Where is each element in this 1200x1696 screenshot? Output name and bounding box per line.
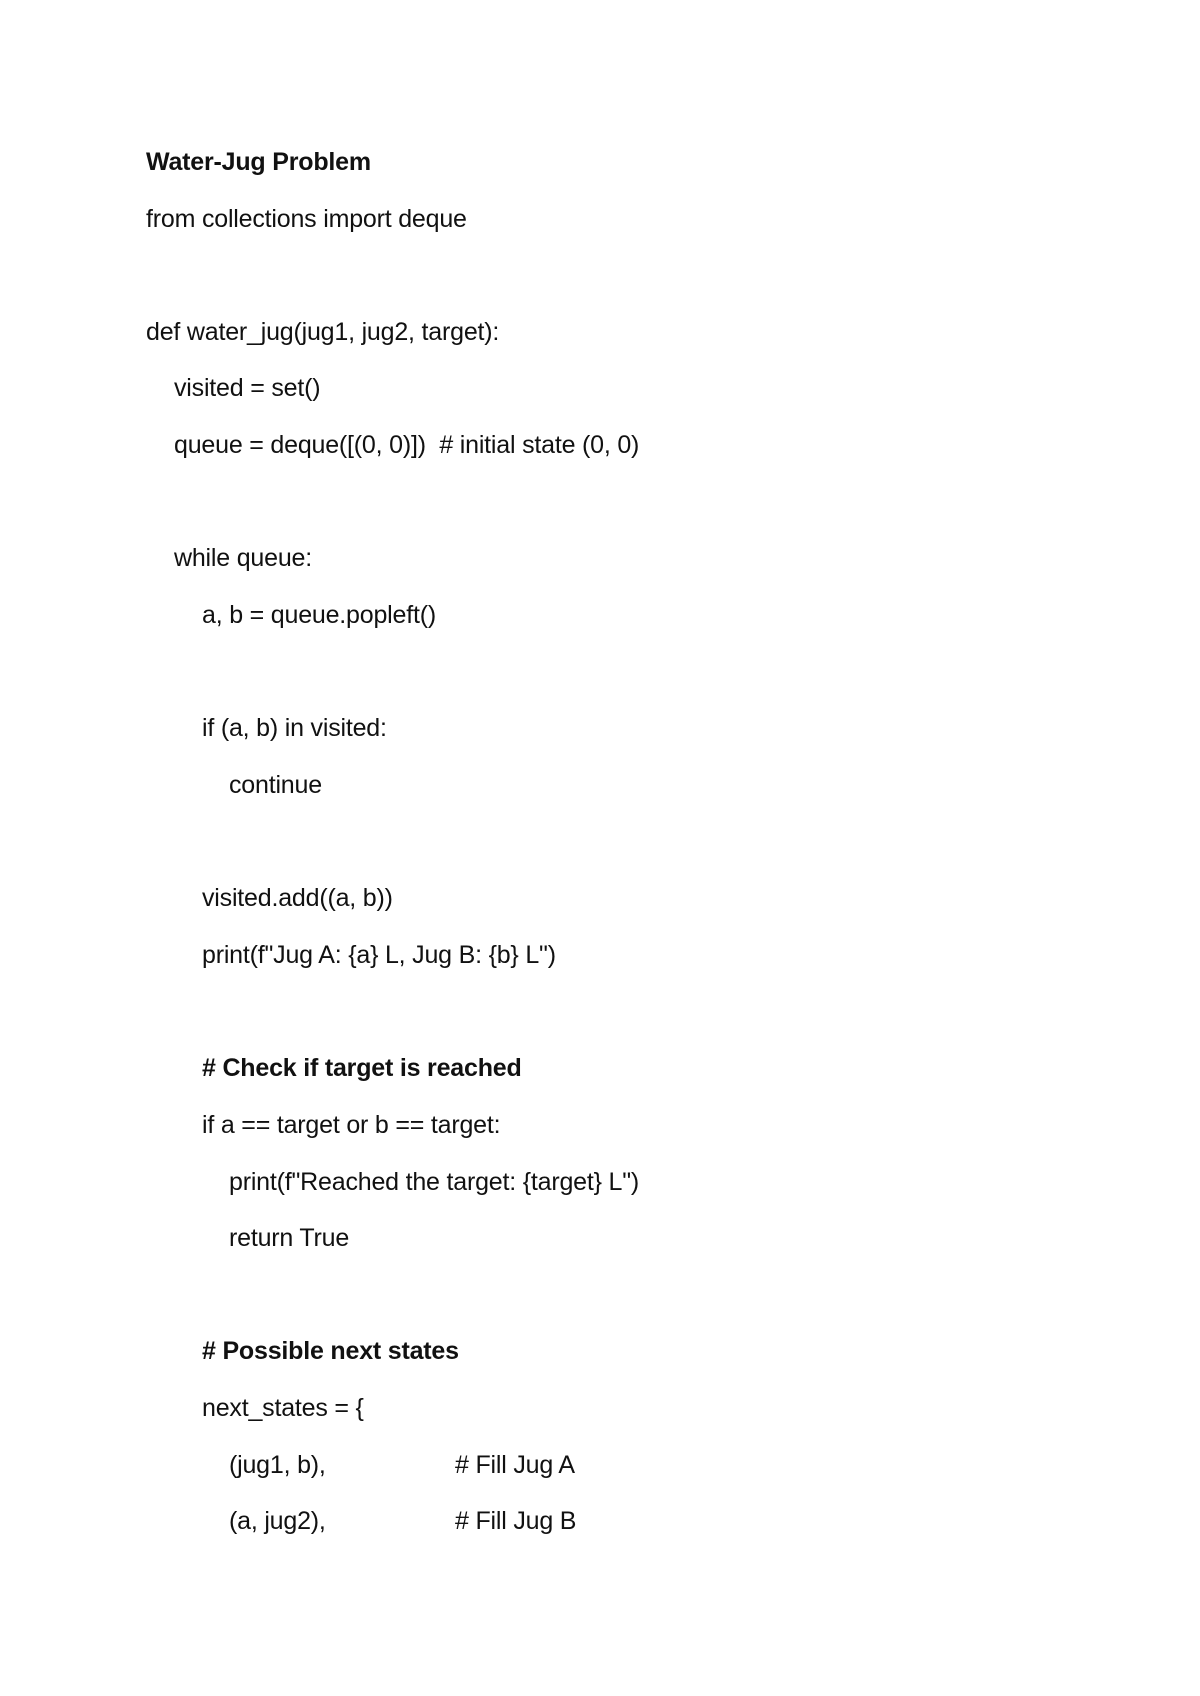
code-line: visited.add((a, b)) — [202, 884, 393, 912]
code-line: a, b = queue.popleft() — [202, 601, 436, 629]
code-inline-comment: # Fill Jug B — [455, 1507, 577, 1535]
code-line: continue — [229, 771, 322, 799]
code-inline-comment: # Fill Jug A — [455, 1451, 575, 1479]
code-line: from collections import deque — [146, 205, 467, 233]
code-line: queue = deque([(0, 0)]) # initial state (0, 0) — [174, 431, 640, 459]
code-line: def water_jug(jug1, jug2, target): — [146, 318, 500, 346]
code-line: visited = set() — [174, 374, 321, 402]
code-line: print(f"Jug A: {a} L, Jug B: {b} L") — [202, 941, 556, 969]
code-line: print(f"Reached the target: {target} L") — [229, 1168, 639, 1196]
code-line: next_states = { — [202, 1394, 364, 1422]
code-line: while queue: — [174, 544, 312, 572]
code-line: (jug1, b), — [229, 1451, 326, 1479]
code-line: if (a, b) in visited: — [202, 714, 387, 742]
code-line: (a, jug2), — [229, 1507, 326, 1535]
code-comment-heading: # Possible next states — [202, 1337, 459, 1365]
document-title: Water-Jug Problem — [146, 148, 371, 176]
code-line: return True — [229, 1224, 350, 1252]
code-line: if a == target or b == target: — [202, 1111, 501, 1139]
code-comment-heading: # Check if target is reached — [202, 1054, 522, 1082]
